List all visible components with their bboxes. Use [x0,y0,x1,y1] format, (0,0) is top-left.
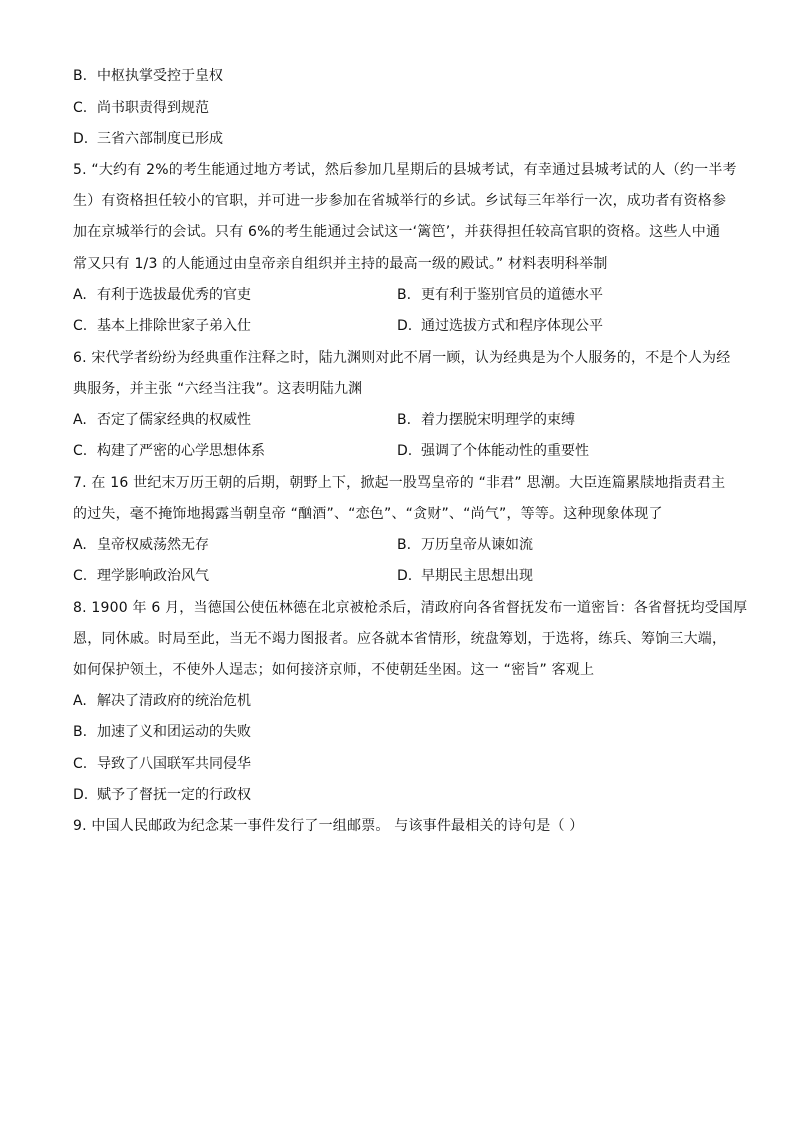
q8-option-a [73,691,251,711]
option-label: D. [397,568,413,584]
option-label: B. [397,287,412,303]
option-text: 解决了清政府的统治危机 [97,693,251,709]
q6-option-d [397,441,589,461]
option-label: D. [73,131,89,147]
option-text: 加速了义和团运动的失败 [97,724,251,740]
option-label: B. [73,68,88,84]
q4-option-d [73,129,223,149]
option-text: 强调了个体能动性的重要性 [421,443,589,459]
q8-stem-line: 恩，同休戚。时局至此，当无不竭力图报者。应各就本省情形，统盘筹划，于选将，练兵、筹饷三大端， [73,631,727,647]
option-label: C. [73,100,88,116]
q8-stem-line: 8. 1900 年 6 月，当德国公使伍林德在北京被枪杀后，清政府向各省督抚发布一道密旨：各省督抚均受国厚 [73,600,748,616]
q5-stem-line: 常又只有 1/3 的人能通过由皇帝亲自组织并主持的最高一级的殿试。” 材料表明科举制 [73,256,608,272]
q6-stem-line: 6. 宋代学者纷纷为经典重作注释之时，陆九渊则对此不屑一顾，认为经典是为个人服务的，不是个人为经 [73,350,731,366]
option-text: 三省六部制度已形成 [97,131,223,147]
option-label: C. [73,443,88,459]
q5-option-b [397,285,603,305]
option-text: 导致了八国联军共同侵华 [97,756,251,772]
option-text: 赋予了督抚一定的行政权 [97,787,251,803]
option-text: 早期民主思想出现 [421,568,533,584]
option-label: C. [73,568,88,584]
q9-stem-line: 9. 中国人民邮政为纪念某一事件发行了一组邮票。 与该事件最相关的诗句是（ ） [73,818,584,834]
q8-stem-line: 如何保护领土，不使外人逞志；如何接济京师，不使朝廷坐困。这一 “密旨” 客观上 [73,662,595,678]
option-label: D. [73,787,89,803]
q8-option-d [73,785,251,805]
option-label: D. [397,318,413,334]
option-text: 更有利于鉴别官员的道德水平 [421,287,603,303]
q7-option-b [397,535,533,555]
q5-stem-line: 加在京城举行的会试。只有 6%的考生能通过会试这一‘篱笆’，并获得担任较高官职的资格。这些人中通 [73,224,721,240]
q6-stem-line: 典服务，并主张 “六经当注我”。这表明陆九渊 [73,381,363,397]
option-label: D. [397,443,413,459]
option-text: 皇帝权威荡然无存 [97,537,209,553]
option-text: 中枢执掌受控于皇权 [97,68,223,84]
q6-option-a [73,410,251,430]
q5-option-a [73,285,251,305]
q7-option-d [397,566,533,586]
q6-option-c [73,441,265,461]
option-text: 有利于选拔最优秀的官吏 [97,287,251,303]
q4-option-c [73,98,209,118]
option-text: 着力摆脱宋明理学的束缚 [421,412,575,428]
option-label: C. [73,756,88,772]
q5-option-c [73,316,251,336]
option-text: 万历皇帝从谏如流 [421,537,533,553]
q4-option-b [73,66,223,86]
q7-option-a [73,535,209,555]
q7-option-c [73,566,209,586]
q5-option-d [397,316,603,336]
q6-option-b [397,410,575,430]
option-text: 通过选拔方式和程序体现公平 [421,318,603,334]
q5-stem-line: 生）有资格担任较小的官职，并可进一步参加在省城举行的乡试。乡试每三年举行一次，成功者有资格参 [73,193,727,209]
option-text: 否定了儒家经典的权威性 [97,412,251,428]
option-label: A. [73,537,87,553]
q8-option-b [73,722,251,742]
option-label: B. [397,412,412,428]
option-label: A. [73,693,87,709]
option-label: A. [73,412,87,428]
option-label: B. [73,724,88,740]
q7-stem-line: 的过失，毫不掩饰地揭露当朝皇帝 “酗酒”、“恋色”、“贪财”、“尚气”，等等。这种现象体现了 [73,506,663,522]
option-text: 构建了严密的心学思想体系 [97,443,265,459]
option-text: 尚书职责得到规范 [97,100,209,116]
option-text: 理学影响政治风气 [97,568,209,584]
q7-stem-line: 7. 在 16 世纪末万历王朝的后期，朝野上下，掀起一股骂皇帝的 “非君” 思潮。大臣连篇累牍地指责君主 [73,475,726,491]
option-label: A. [73,287,87,303]
q5-stem-line: 5. “大约有 2%的考生能通过地方考试，然后参加几星期后的县城考试，有幸通过县城考试的人（约一半考 [73,162,737,178]
q8-option-c [73,754,251,774]
option-label: B. [397,537,412,553]
option-label: C. [73,318,88,334]
option-text: 基本上排除世家子弟入仕 [97,318,251,334]
